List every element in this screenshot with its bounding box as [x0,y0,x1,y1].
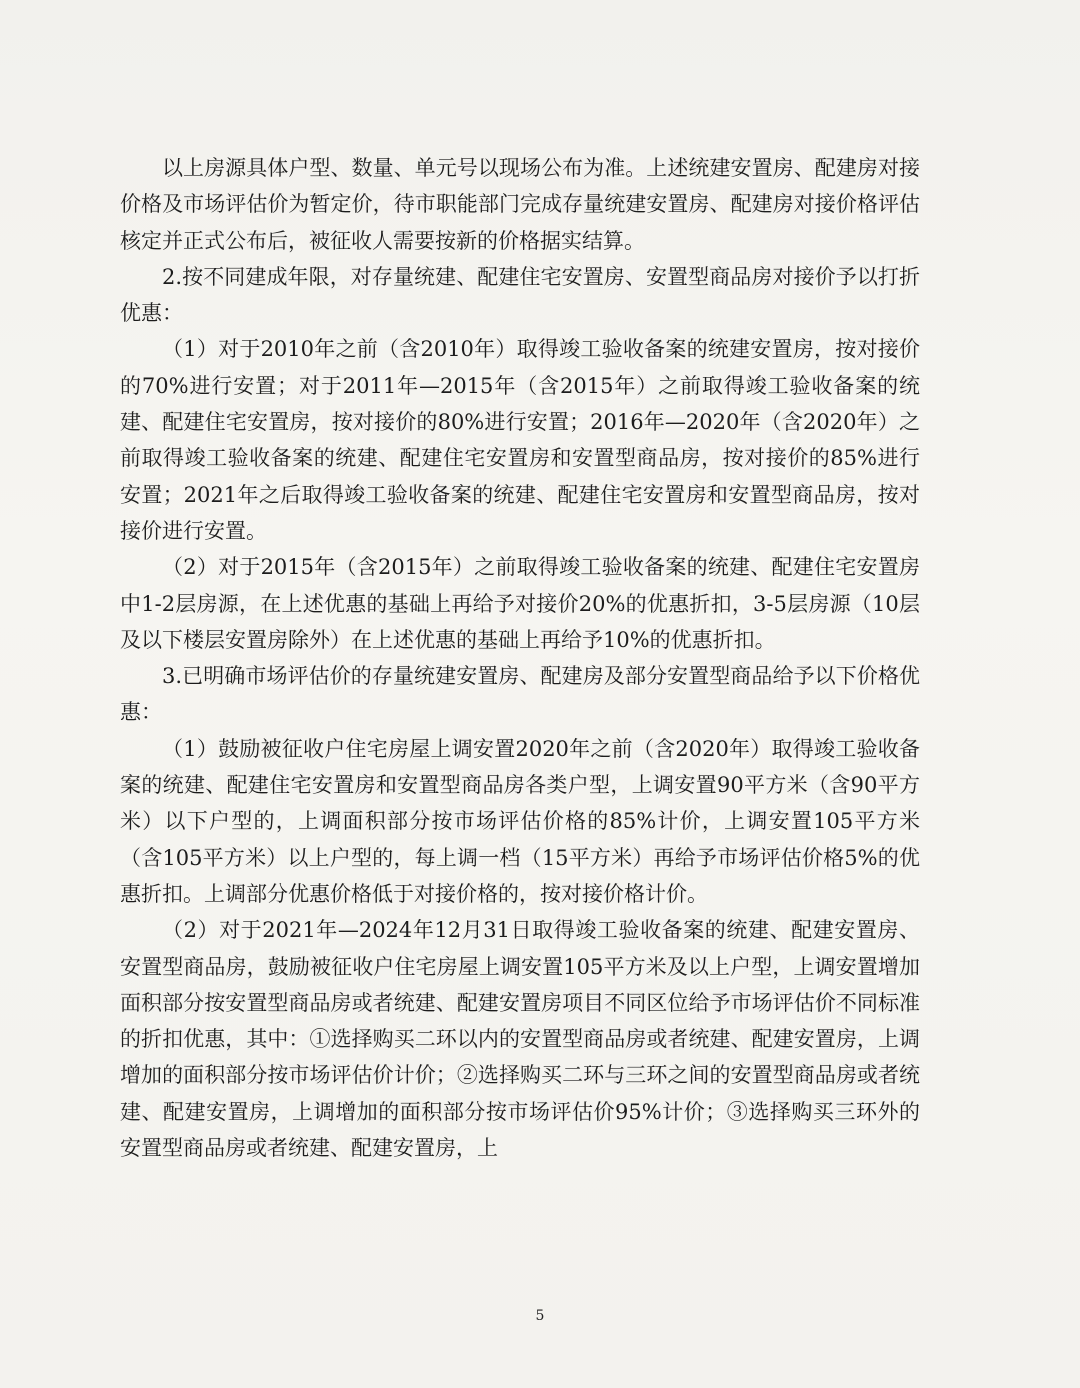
paragraph-pricing-note: 以上房源具体户型、数量、单元号以现场公布为准。上述统建安置房、配建房对接价格及市场评估价为暂定价，待市职能部门完成存量统建安置房、配建房对接价格评估核定并正式公布后，被征收人需要按新的价格据实结算。 [120,156,920,253]
paragraph-section-2-item-1: （1）对于2010年之前（含2010年）取得竣工验收备案的统建安置房，按对接价的70%进行安置；对于2011年—2015年（含2015年）之前取得竣工验收备案的统建、配建住宅安置房，按对接价的80%进行安置；2016年—2020年（含2020年）之前取得竣工验收备案的统建、配建住宅安置房和安置型商品房，按对接价的85%进行安置；2021年之后取得竣工验收备案的统建、配建住宅安置房和安置型商品房，按对接价进行安置。 [120,337,920,543]
paragraph-section-3-item-1: （1）鼓励被征收户住宅房屋上调安置2020年之前（含2020年）取得竣工验收备案的统建、配建住宅安置房和安置型商品房各类户型，上调安置90平方米（含90平方米）以下户型的，上调面积部分按市场评估价格的85%计价，上调安置105平方米（含105平方米）以上户型的，每上调一档（15平方米）再给予市场评估价格5%的优惠折扣。上调部分优惠价格低于对接价格的，按对接价格计价。 [120,736,920,906]
body-text [120,150,920,1166]
paragraph-section-3-heading: 3.已明确市场评估价的存量统建安置房、配建房及部分安置型商品给予以下价格优惠： [120,664,920,725]
paragraph-section-2-item-2: （2）对于2015年（含2015年）之前取得竣工验收备案的统建、配建住宅安置房中1-2层房源，在上述优惠的基础上再给予对接价20%的优惠折扣，3-5层房源（10层及以下楼层安置房除外）在上述优惠的基础上再给予10%的优惠折扣。 [120,555,920,652]
paragraph-section-3-item-2: （2）对于2021年—2024年12月31日取得竣工验收备案的统建、配建安置房、安置型商品房，鼓励被征收户住宅房屋上调安置105平方米及以上户型，上调安置增加面积部分按安置型商品房或者统建、配建安置房项目不同区位给予市场评估价不同标准的折扣优惠，其中：①选择购买二环以内的安置型商品房或者统建、配建安置房，上调增加的面积部分按市场评估价计价；②选择购买二环与三环之间的安置型商品房或者统建、配建安置房，上调增加的面积部分按市场评估价95%计价；③选择购买三环外的安置型商品房或者统建、配建安置房，上 [120,918,920,1161]
page-number: 5 [535,1308,545,1324]
paragraph-section-2-heading: 2.按不同建成年限，对存量统建、配建住宅安置房、安置型商品房对接价予以打折优惠： [120,264,920,326]
